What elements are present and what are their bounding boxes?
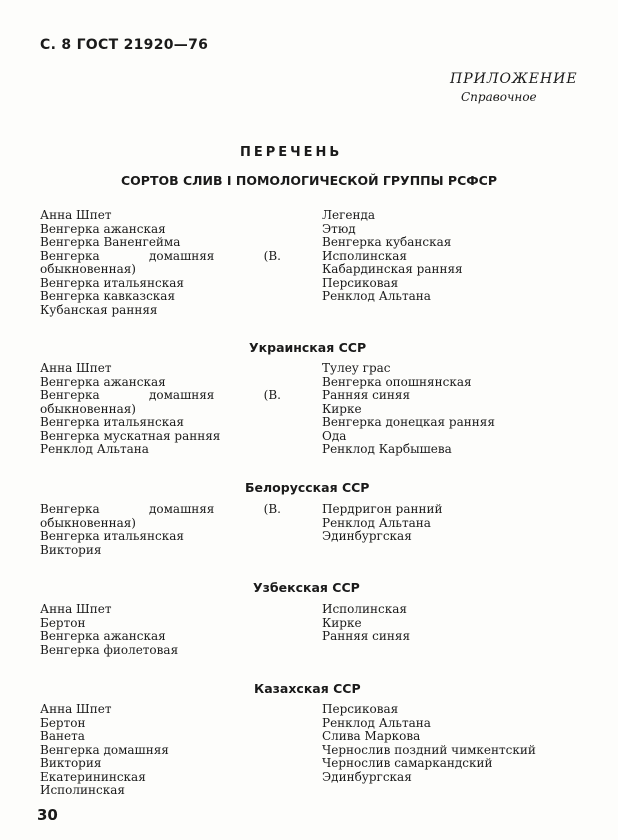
section-ukraine-right-column	[322, 362, 495, 457]
list-item: Ранняя синяя	[322, 388, 411, 402]
section-kazakhstan-left-column	[40, 703, 169, 798]
section-heading-belarus: Белорусская ССР	[245, 480, 370, 495]
list-item: Бертон	[40, 715, 86, 730]
list-item: Анна Шпет	[40, 702, 112, 716]
section-heading-ukraine: Украинская ССР	[249, 340, 367, 355]
list-item: Ренклод Карбышева	[322, 442, 452, 456]
section-belarus-right-column	[322, 503, 442, 544]
list-item: Венгерка опошнянская	[322, 374, 472, 389]
list-subtitle: СОРТОВ СЛИВ I ПОМОЛОГИЧЕСКОЙ ГРУППЫ РСФСР	[120, 173, 497, 188]
list-item: Кирке	[322, 615, 362, 630]
section-uzbekistan-left-column	[40, 603, 178, 657]
list-item: Исполинская	[322, 248, 407, 263]
list-item: Кирке	[322, 401, 362, 416]
section-rsfsr-right-column	[322, 209, 463, 304]
list-item: Ранняя синяя	[322, 629, 411, 643]
list-item: Венгерка ажанская	[40, 629, 166, 643]
list-item: Ренклод Альтана	[322, 515, 431, 530]
list-item: Кабардинская ранняя	[322, 262, 463, 276]
list-item: Венгерка ажанская	[40, 374, 166, 389]
list-item: Венгерка кавказская	[40, 289, 176, 303]
list-item: Анна Шпет	[40, 361, 112, 375]
list-item: Венгерка домашняя (В. обыкновенная)	[40, 248, 281, 276]
list-item: Ванета	[40, 729, 85, 743]
list-item: Ода	[322, 428, 347, 443]
list-item: Анна Шпет	[40, 208, 112, 222]
list-item: Венгерка домашняя	[40, 742, 169, 757]
section-heading-uzbekistan: Узбекская ССР	[253, 580, 360, 595]
list-item: Венгерка домашняя (В. обыкновенная)	[40, 502, 281, 530]
section-kazakhstan-right-column	[322, 703, 536, 784]
list-item: Венгерка ажанская	[40, 221, 166, 236]
section-uzbekistan-right-column	[322, 603, 410, 644]
list-item: Ренклод Альтана	[322, 289, 431, 303]
page-number: 30	[37, 806, 58, 824]
list-item: Ренклод Альтана	[322, 715, 431, 730]
list-item: Персиковая	[322, 275, 399, 290]
list-item: Венгерка домашняя (В. обыкновенная)	[40, 388, 281, 416]
list-item: Этюд	[322, 221, 356, 236]
list-item: Екатерининская	[40, 769, 146, 784]
list-item: Венгерка итальянская	[40, 275, 184, 290]
list-item: Венгерка донецкая ранняя	[322, 415, 495, 429]
list-item: Пердригон ранний	[322, 502, 443, 516]
list-item: Бертон	[40, 615, 86, 630]
list-item: Кубанская ранняя	[40, 302, 158, 317]
list-item: Венгерка кубанская	[322, 235, 452, 249]
section-heading-kazakhstan: Казахская ССР	[254, 681, 361, 696]
list-item: Тулеу грас	[322, 361, 391, 375]
list-item: Исполинская	[40, 783, 125, 797]
list-item: Исполинская	[322, 602, 407, 616]
appendix-subtitle: Справочное	[461, 90, 537, 104]
list-item: Венгерка фиолетовая	[40, 642, 179, 657]
list-item: Ренклод Альтана	[40, 442, 149, 456]
list-item: Слива Маркова	[322, 729, 421, 743]
list-item: Венгерка итальянская	[40, 529, 184, 543]
list-title: ПЕРЕЧЕНЬ	[240, 145, 343, 160]
list-item: Эдинбургская	[322, 769, 412, 784]
list-item: Венгерка Ваненгейма	[40, 235, 181, 249]
page-header: С. 8 ГОСТ 21920—76	[40, 37, 209, 53]
list-item: Венгерка итальянская	[40, 415, 184, 429]
list-item: Венгерка мускатная ранняя	[40, 428, 221, 443]
section-ukraine-left-column	[40, 362, 281, 457]
appendix-title: ПРИЛОЖЕНИЕ	[450, 71, 578, 87]
list-item: Анна Шпет	[40, 602, 112, 616]
list-item: Эдинбургская	[322, 529, 412, 543]
list-item: Виктория	[40, 542, 102, 557]
list-item: Персиковая	[322, 702, 399, 716]
section-belarus-left-column	[40, 503, 281, 557]
list-item: Чернослив самаркандский	[322, 756, 493, 770]
section-rsfsr-left-column	[40, 209, 281, 317]
list-item: Виктория	[40, 756, 102, 770]
list-item: Легенда	[322, 208, 376, 222]
list-item: Чернослив поздний чимкентский	[322, 742, 536, 757]
